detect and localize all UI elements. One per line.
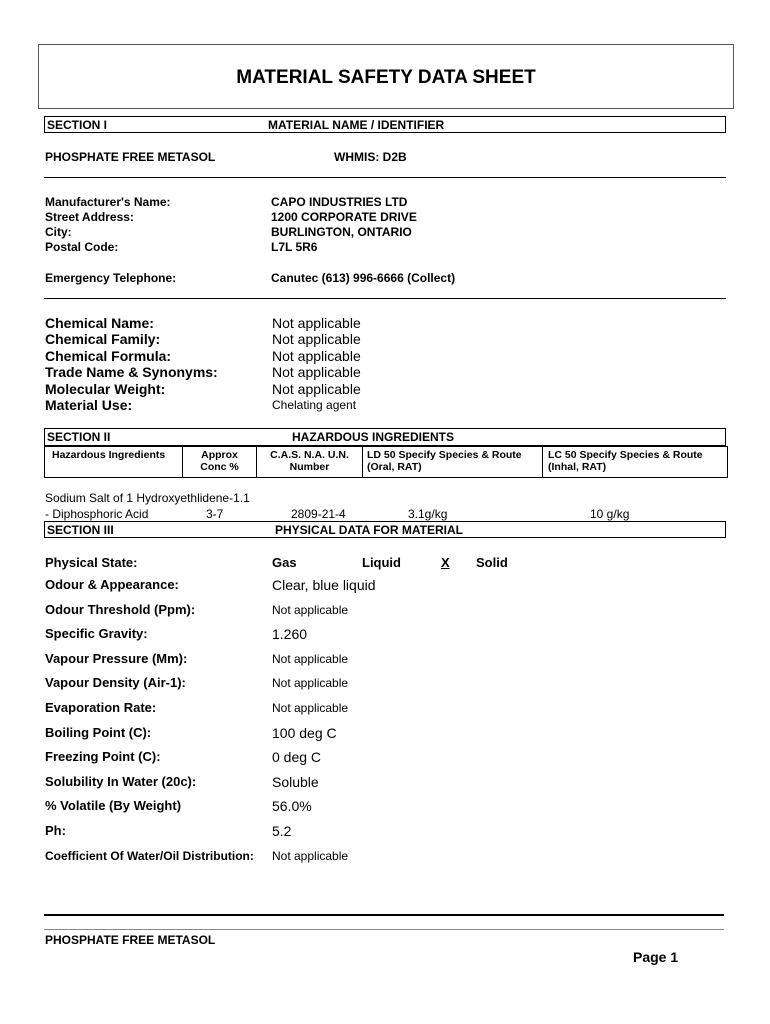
manufacturer-name-label: Manufacturer's Name: — [45, 195, 171, 209]
molecular-weight-value: Not applicable — [272, 380, 361, 397]
state-liquid-mark: X — [441, 555, 450, 570]
odour-appearance-label: Odour & Appearance: — [45, 577, 179, 592]
chemical-values — [272, 315, 361, 413]
vapour-pressure-value: Not applicable — [272, 651, 349, 666]
molecular-weight-label: Molecular Weight: — [45, 380, 166, 397]
header-cas — [257, 447, 363, 477]
manufacturer-values — [271, 195, 417, 255]
ingredient-ld50: 3.1g/kg — [408, 507, 448, 521]
chemical-family-label: Chemical Family: — [45, 331, 161, 348]
whmis-class: WHMIS: D2B — [334, 150, 407, 164]
evaporation-rate-label: Evaporation Rate: — [45, 699, 157, 715]
header-conc — [183, 447, 257, 477]
specific-gravity-value: 1.260 — [272, 626, 308, 643]
odour-threshold-value: Not applicable — [272, 602, 349, 617]
ph-label: Ph: — [45, 822, 66, 838]
header-ld50 — [363, 447, 543, 477]
header-lc50 — [543, 447, 725, 477]
section-2-heading: HAZARDOUS INGREDIENTS — [292, 430, 455, 444]
section-1-label: SECTION I — [47, 118, 108, 132]
street-address-label: Street Address: — [45, 210, 134, 224]
header-lc50-line2: (Inhal, RAT) — [548, 461, 607, 473]
odour-threshold-label: Odour Threshold (Ppm): — [45, 601, 196, 617]
trade-name-value: Not applicable — [272, 364, 361, 381]
ingredients-header-row — [44, 446, 728, 478]
physical-state-label: Physical State: — [45, 555, 138, 570]
freezing-point-value: 0 deg C — [272, 749, 322, 766]
section-2-label: SECTION II — [47, 430, 111, 444]
vapour-pressure-label: Vapour Pressure (Mm): — [45, 650, 188, 666]
chemical-formula-label: Chemical Formula: — [45, 347, 172, 364]
physical-values — [272, 573, 376, 844]
boiling-point-value: 100 deg C — [272, 724, 337, 741]
solubility-value: Soluble — [272, 773, 319, 790]
footer-thin-rule — [44, 929, 724, 930]
emergency-label: Emergency Telephone: — [45, 271, 177, 285]
volatile-value: 56.0% — [272, 798, 312, 815]
section-2-bar — [44, 428, 726, 446]
divider — [44, 177, 726, 178]
section-3-bar — [44, 521, 726, 538]
chemical-formula-value: Not applicable — [272, 347, 361, 364]
divider — [44, 298, 726, 299]
chemical-labels — [45, 315, 218, 413]
vapour-density-label: Vapour Density (Air-1): — [45, 675, 186, 691]
footer-product: PHOSPHATE FREE METASOL — [45, 933, 216, 947]
chemical-name-label: Chemical Name: — [45, 315, 154, 331]
city: BURLINGTON, ONTARIO — [271, 225, 412, 239]
ingredient-conc: 3-7 — [206, 507, 224, 521]
section-1-heading: MATERIAL NAME / IDENTIFIER — [268, 118, 445, 132]
header-cas-line1: C.A.S. N.A. U.N. — [270, 449, 349, 461]
section-1-bar — [44, 116, 726, 133]
trade-name-label: Trade Name & Synonyms: — [45, 364, 218, 381]
street-address: 1200 CORPORATE DRIVE — [271, 210, 417, 224]
ingredient-name-line2: - Diphosphoric Acid — [45, 507, 149, 521]
manufacturer-name: CAPO INDUSTRIES LTD — [271, 195, 408, 209]
header-lc50-line1: LC 50 Specify Species & Route — [548, 449, 703, 461]
ph-value: 5.2 — [272, 822, 292, 839]
state-gas: Gas — [272, 555, 297, 570]
product-name: PHOSPHATE FREE METASOL — [45, 150, 216, 164]
ingredient-cas: 2809-21-4 — [291, 507, 346, 521]
postal-code-label: Postal Code: — [45, 240, 119, 254]
chemical-name-value: Not applicable — [272, 315, 361, 331]
state-liquid: Liquid — [362, 555, 401, 570]
evaporation-rate-value: Not applicable — [272, 700, 349, 715]
footer-rule — [44, 914, 724, 916]
coefficient-label: Coefficient Of Water/Oil Distribution: — [45, 849, 254, 863]
emergency-phone: Canutec (613) 996-6666 (Collect) — [271, 271, 456, 285]
volatile-label: % Volatile (By Weight) — [45, 798, 182, 814]
boiling-point-label: Boiling Point (C): — [45, 724, 152, 740]
specific-gravity-label: Specific Gravity: — [45, 626, 148, 642]
page-number: Page 1 — [633, 949, 679, 965]
solubility-label: Solubility In Water (20c): — [45, 773, 197, 789]
ingredient-lc50: 10 g/kg — [590, 507, 630, 521]
header-conc-line2: Conc % — [200, 461, 239, 473]
chemical-family-value: Not applicable — [272, 331, 361, 348]
header-ingredients-text: Hazardous Ingredients — [52, 449, 166, 461]
state-solid: Solid — [476, 555, 508, 570]
vapour-density-value: Not applicable — [272, 676, 349, 691]
section-3-heading: PHYSICAL DATA FOR MATERIAL — [275, 523, 463, 537]
odour-appearance-value: Clear, blue liquid — [272, 577, 376, 593]
coefficient-value: Not applicable — [272, 849, 349, 863]
ingredient-name-line1: Sodium Salt of 1 Hydroxyethlidene-1.1 — [45, 491, 250, 505]
material-use-value: Chelating agent — [272, 398, 357, 413]
section-3-label: SECTION III — [47, 523, 114, 537]
freezing-point-label: Freezing Point (C): — [45, 749, 161, 765]
header-ld50-line1: LD 50 Specify Species & Route — [367, 449, 522, 461]
header-conc-line1: Approx — [201, 449, 238, 461]
city-label: City: — [45, 225, 72, 239]
document-title: MATERIAL SAFETY DATA SHEET — [236, 67, 536, 88]
header-ld50-line2: (Oral, RAT) — [367, 461, 422, 473]
header-ingredients — [45, 447, 183, 477]
material-use-label: Material Use: — [45, 397, 133, 414]
physical-labels — [45, 573, 196, 844]
manufacturer-labels — [45, 195, 171, 255]
header-cas-line2: Number — [289, 461, 330, 473]
postal-code: L7L 5R6 — [271, 240, 318, 254]
